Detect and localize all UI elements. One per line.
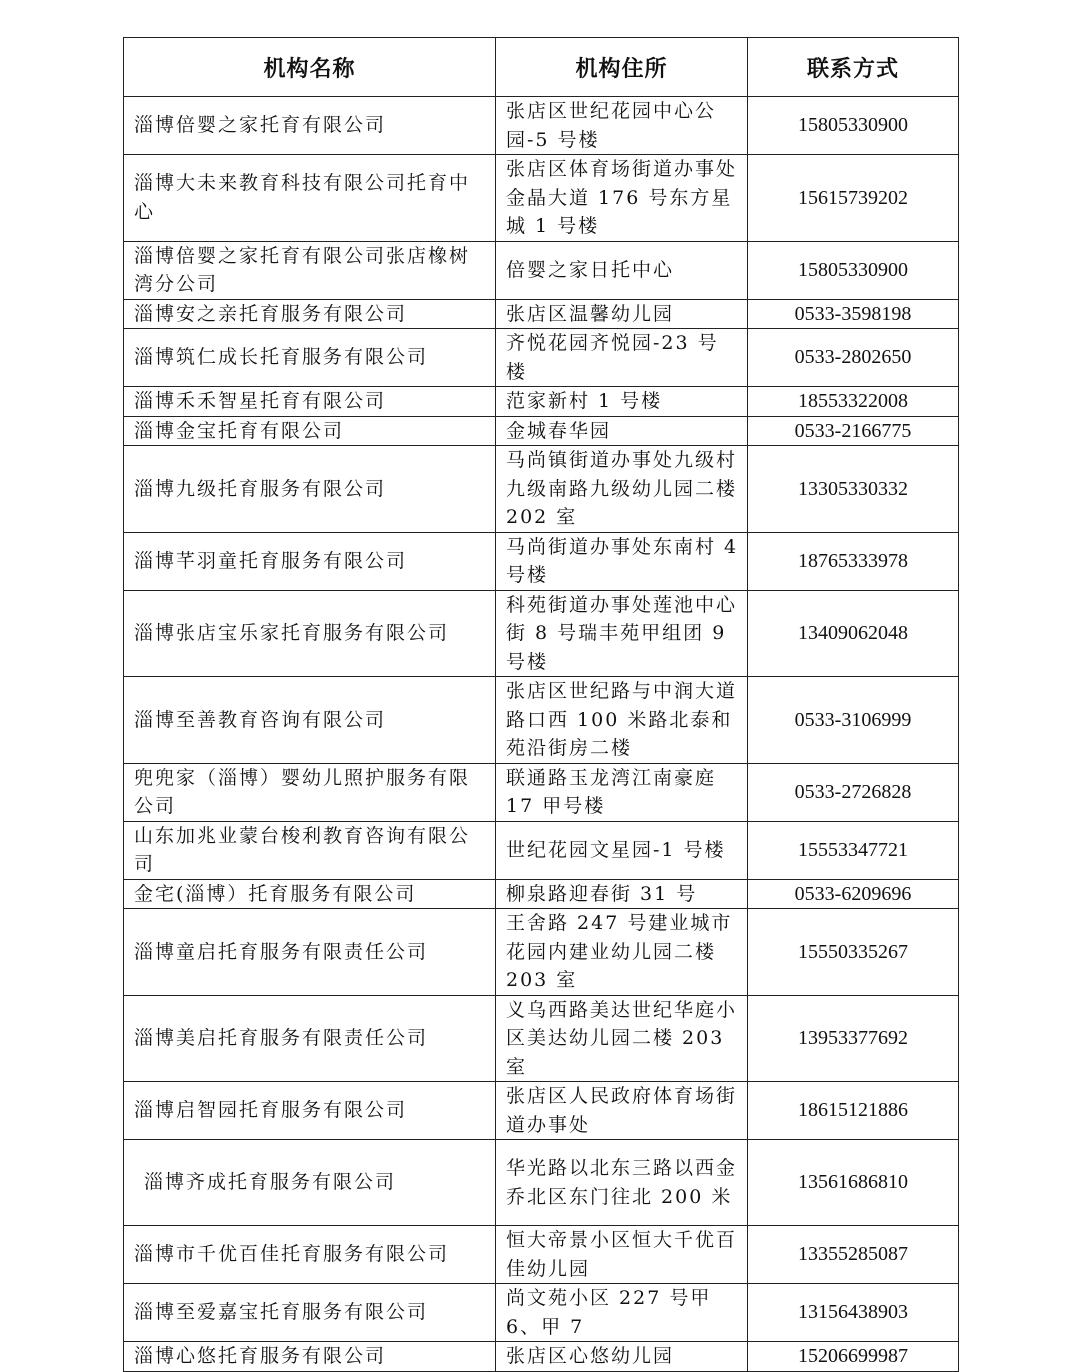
table-row [124,995,959,1082]
table-row [124,909,959,996]
table-row [124,821,959,879]
contact-phone: 18553322008 [748,387,959,417]
institution-name: 淄博张店宝乐家托育服务有限公司 [124,590,496,677]
table-row [124,1226,959,1284]
institution-name: 金宅(淄博）托育服务有限公司 [124,879,496,909]
table-row [124,299,959,329]
contact-phone: 13355285087 [748,1226,959,1284]
header-institution-name: 机构名称 [124,38,496,97]
institution-address: 张店区心悠幼儿园 [496,1342,748,1372]
institution-name: 淄博启智园托育服务有限公司 [124,1082,496,1140]
contact-phone: 0533-3598198 [748,299,959,329]
table-row [124,155,959,242]
institution-address: 恒大帝景小区恒大千优百佳幼儿园 [496,1226,748,1284]
table-row [124,241,959,299]
contact-phone: 0533-6209696 [748,879,959,909]
contact-phone: 15615739202 [748,155,959,242]
institution-address: 倍婴之家日托中心 [496,241,748,299]
table-row [124,677,959,764]
institution-address: 世纪花园文星园-1 号楼 [496,821,748,879]
table-row [124,97,959,155]
institution-address: 柳泉路迎春街 31 号 [496,879,748,909]
contact-phone: 15805330900 [748,97,959,155]
institution-address: 华光路以北东三路以西金乔北区东门往北 200 米 [496,1140,748,1226]
table-row [124,532,959,590]
contact-phone: 0533-2166775 [748,416,959,446]
table-row [124,590,959,677]
institution-address: 马尚街道办事处东南村 4 号楼 [496,532,748,590]
institution-name: 淄博倍婴之家托育有限公司张店橡树湾分公司 [124,241,496,299]
institution-address: 尚文苑小区 227 号甲 6、甲 7 [496,1284,748,1342]
institution-name: 淄博九级托育服务有限公司 [124,446,496,533]
institution-name: 淄博金宝托育有限公司 [124,416,496,446]
institution-name: 淄博芊羽童托育服务有限公司 [124,532,496,590]
institution-address: 义乌西路美达世纪华庭小区美达幼儿园二楼 203 室 [496,995,748,1082]
institution-name: 淄博至善教育咨询有限公司 [124,677,496,764]
institution-address: 张店区世纪花园中心公园-5 号楼 [496,97,748,155]
table-row [124,1140,959,1226]
institution-name: 淄博倍婴之家托育有限公司 [124,97,496,155]
institution-name: 淄博心悠托育服务有限公司 [124,1342,496,1372]
institution-address: 张店区世纪路与中润大道路口西 100 米路北泰和苑沿街房二楼 [496,677,748,764]
institution-address: 金城春华园 [496,416,748,446]
institution-name: 淄博安之亲托育服务有限公司 [124,299,496,329]
institution-name: 淄博大未来教育科技有限公司托育中心 [124,155,496,242]
institution-name: 淄博禾禾智星托育有限公司 [124,387,496,417]
table-row [124,416,959,446]
childcare-institution-table [123,37,959,1372]
institution-address: 科苑街道办事处莲池中心街 8 号瑞丰苑甲组团 9 号楼 [496,590,748,677]
institution-name: 淄博至爱嘉宝托育服务有限公司 [124,1284,496,1342]
contact-phone: 0533-3106999 [748,677,959,764]
table-row [124,329,959,387]
institution-name: 淄博齐成托育服务有限公司 [124,1140,496,1226]
contact-phone: 0533-2726828 [748,763,959,821]
institution-address: 王舍路 247 号建业城市花园内建业幼儿园二楼 203 室 [496,909,748,996]
contact-phone: 15553347721 [748,821,959,879]
table-header-row [124,38,959,97]
contact-phone: 15206699987 [748,1342,959,1372]
header-institution-address: 机构住所 [496,38,748,97]
institution-address: 张店区温馨幼儿园 [496,299,748,329]
contact-phone: 18765333978 [748,532,959,590]
contact-phone: 13953377692 [748,995,959,1082]
institution-name: 山东加兆业蒙台梭利教育咨询有限公司 [124,821,496,879]
institution-name: 淄博童启托育服务有限责任公司 [124,909,496,996]
institution-address: 齐悦花园齐悦园-23 号楼 [496,329,748,387]
contact-phone: 0533-2802650 [748,329,959,387]
institution-address: 马尚镇街道办事处九级村九级南路九级幼儿园二楼 202 室 [496,446,748,533]
contact-phone: 15550335267 [748,909,959,996]
table-row [124,1082,959,1140]
table-row [124,387,959,417]
table-row [124,446,959,533]
table-row [124,1342,959,1372]
institution-address: 联通路玉龙湾江南豪庭 17 甲号楼 [496,763,748,821]
contact-phone: 13156438903 [748,1284,959,1342]
table-row [124,763,959,821]
institution-name: 兜兜家（淄博）婴幼儿照护服务有限公司 [124,763,496,821]
contact-phone: 13305330332 [748,446,959,533]
header-contact: 联系方式 [748,38,959,97]
table-row [124,879,959,909]
contact-phone: 18615121886 [748,1082,959,1140]
institution-name: 淄博美启托育服务有限责任公司 [124,995,496,1082]
institution-address: 张店区人民政府体育场街道办事处 [496,1082,748,1140]
contact-phone: 13561686810 [748,1140,959,1226]
table-row [124,1284,959,1342]
contact-phone: 15805330900 [748,241,959,299]
institution-name: 淄博筑仁成长托育服务有限公司 [124,329,496,387]
institution-address: 张店区体育场街道办事处金晶大道 176 号东方星城 1 号楼 [496,155,748,242]
institution-name: 淄博市千优百佳托育服务有限公司 [124,1226,496,1284]
institution-address: 范家新村 1 号楼 [496,387,748,417]
contact-phone: 13409062048 [748,590,959,677]
